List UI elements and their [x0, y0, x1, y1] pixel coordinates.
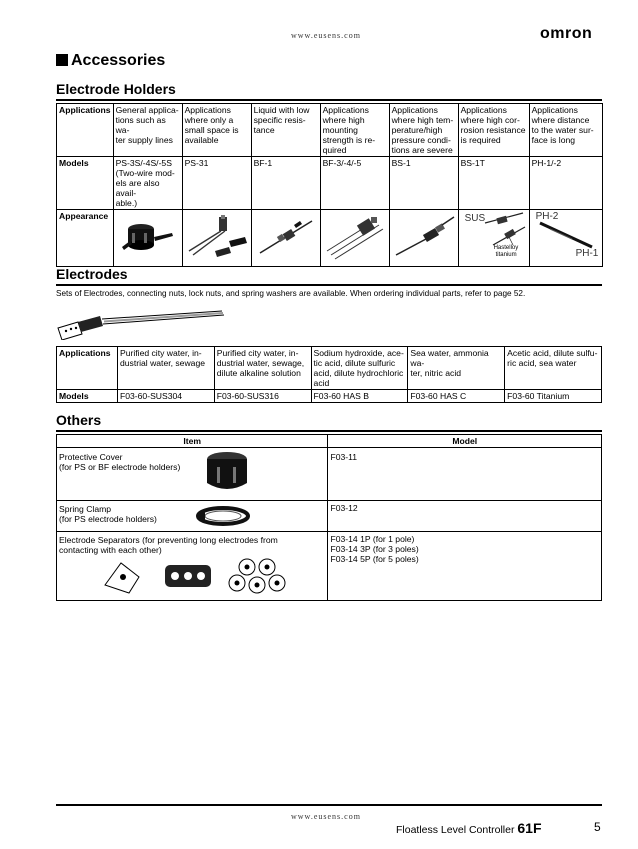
- row-label-models: Models: [57, 390, 118, 403]
- section-title: [56, 52, 165, 70]
- holder-application: Applications where high cor- rosion resistance is required: [458, 104, 529, 157]
- spring-clamp-image: [195, 504, 251, 528]
- header-model: Model: [328, 435, 602, 448]
- holder-model: BF-3/-4/-5: [320, 157, 389, 210]
- others-header-row: [57, 435, 602, 448]
- model-protective-cover: F03-11: [328, 448, 602, 501]
- label-ph1: PH-1: [575, 248, 599, 259]
- holder-application: General applica- tions such as wa- ter supply lines: [113, 104, 182, 157]
- electrode-application: Acetic acid, dilute sulfu- ric acid, sea water: [505, 347, 602, 390]
- bf3-image: [320, 210, 389, 267]
- electrode-application: Purified city water, in- dustrial water, sewage, dilute alkaline solution: [214, 347, 311, 390]
- holder-application: Applications where high tem- perature/high pressure condi- tions are severe: [389, 104, 458, 157]
- row-label-models: Models: [57, 157, 114, 210]
- holder-application: Applications where high mounting strength is re- quired: [320, 104, 389, 157]
- others-table: [56, 434, 602, 601]
- item-spring-clamp: Spring Clamp (for PS electrode holders): [59, 504, 157, 524]
- electrodes-table: [56, 346, 602, 403]
- electrode-models-row: [57, 390, 602, 403]
- model-electrode-separators: F03-14 1P (for 1 pole) F03-14 3P (for 3 poles) F03-14 5P (for 5 poles): [328, 532, 602, 601]
- holder-model: PH-1/-2: [529, 157, 602, 210]
- electrode-model: F03-60 Titanium: [505, 390, 602, 403]
- holder-model: BF-1: [251, 157, 320, 210]
- divider: [56, 99, 602, 101]
- footer-product-name: Floatless Level Controller: [396, 824, 515, 836]
- label-sus: SUS: [464, 213, 486, 224]
- others-row: [57, 448, 602, 501]
- electrode-application: Purified city water, in- dustrial water, sewage: [117, 347, 214, 390]
- ph-image: [529, 210, 602, 267]
- ps31-image: [182, 210, 251, 267]
- electrode-model: F03-60 HAS B: [311, 390, 408, 403]
- holder-application: Liquid with low specific resis- tance: [251, 104, 320, 157]
- divider: [56, 430, 602, 432]
- label-ph2: PH-2: [535, 211, 559, 222]
- electrodes-note: Sets of Electrodes, connecting nuts, lock nuts, and spring washers are available. When ordering individual parts, refer to page 52.: [56, 289, 526, 298]
- holder-model: BS-1: [389, 157, 458, 210]
- omron-logo: omron: [540, 25, 593, 42]
- ps3s-image: [113, 210, 182, 267]
- others-row: [57, 501, 602, 532]
- electrode-holders-title: Electrode Holders: [56, 81, 176, 97]
- page-number: 5: [594, 820, 601, 834]
- item-electrode-separators: Electrode Separators (for preventing long electrodes from contacting with each other): [59, 535, 278, 555]
- applications-row: [57, 104, 603, 157]
- model-spring-clamp: F03-12: [328, 501, 602, 532]
- row-label-applications: Applications: [57, 347, 118, 390]
- footer-product: [396, 820, 542, 836]
- electrodes-title: Electrodes: [56, 266, 128, 282]
- header-site-url: www.eusens.com: [291, 31, 361, 40]
- label-hastelloy: Hastelloy: [493, 245, 519, 251]
- holder-model: PS-31: [182, 157, 251, 210]
- electrode-model: F03-60-SUS316: [214, 390, 311, 403]
- row-label-appearance: Appearance: [57, 210, 114, 267]
- holder-application: Applications where distance to the water sur- face is long: [529, 104, 602, 157]
- footer-model: 61F: [517, 820, 542, 836]
- header-item: Item: [57, 435, 328, 448]
- electrode-separators-image: [99, 555, 289, 597]
- models-row: [57, 157, 603, 210]
- electrode-model: F03-60-SUS304: [117, 390, 214, 403]
- footer-divider: [56, 804, 602, 806]
- holder-model: PS-3S/-4S/-5S (Two-wire mod- els are also avail- able.): [113, 157, 182, 210]
- item-protective-cover: Protective Cover (for PS or BF electrode holders): [59, 452, 181, 472]
- electrode-model: F03-60 HAS C: [408, 390, 505, 403]
- label-titanium: titanium: [495, 252, 517, 258]
- electrode-application: Sea water, ammonia wa- ter, nitric acid: [408, 347, 505, 390]
- others-row: [57, 532, 602, 601]
- electrode-applications-row: [57, 347, 602, 390]
- row-label-applications: Applications: [57, 104, 114, 157]
- appearance-row: [57, 210, 603, 267]
- others-title: Others: [56, 412, 102, 428]
- electrode-rod-image: [56, 310, 226, 340]
- footer-site-url: www.eusens.com: [291, 812, 361, 821]
- divider: [56, 284, 602, 286]
- section-title-text: Accessories: [71, 52, 166, 69]
- bs1t-image: [458, 210, 529, 267]
- electrode-holders-table: [56, 103, 603, 267]
- square-bullet-icon: [56, 54, 68, 66]
- bs1-image: [389, 210, 458, 267]
- holder-application: Applications where only a small space is available: [182, 104, 251, 157]
- protective-cover-image: [199, 449, 255, 495]
- holder-model: BS-1T: [458, 157, 529, 210]
- bf1-image: [251, 210, 320, 267]
- electrode-application: Sodium hydroxide, ace- tic acid, dilute sulfuric acid, dilute hydrochloric acid: [311, 347, 408, 390]
